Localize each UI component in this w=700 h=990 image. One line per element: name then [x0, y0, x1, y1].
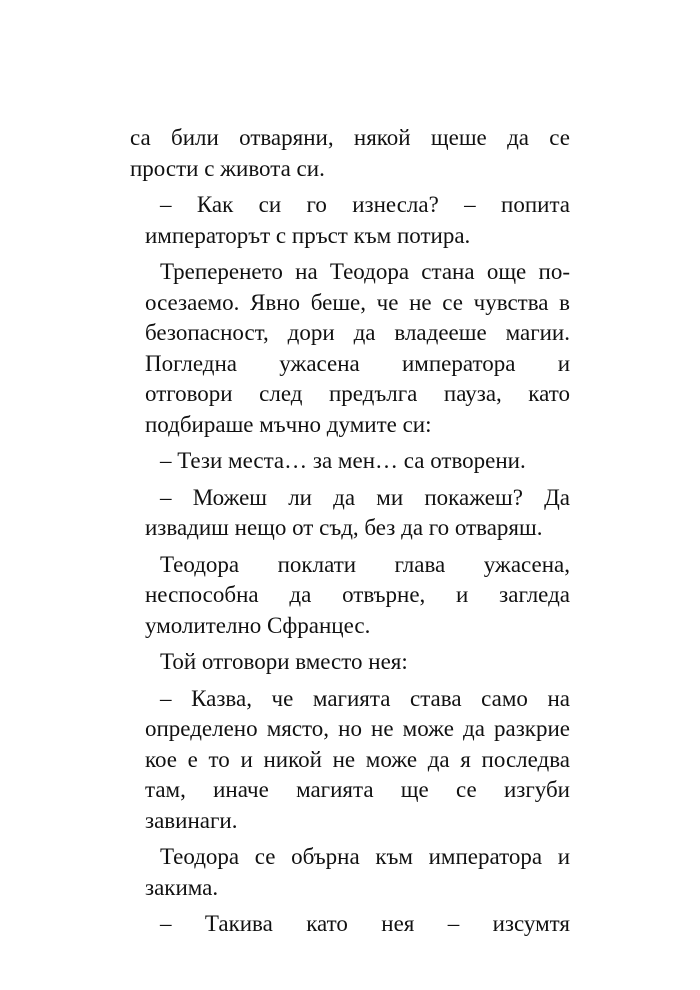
- text-line: прости с живота си.: [130, 155, 325, 181]
- paragraph: [130, 446, 570, 477]
- book-page-text: [130, 123, 570, 946]
- paragraph: [130, 483, 570, 544]
- text-line: Погледна ужасена императора и: [145, 350, 570, 376]
- text-line: – Такива като нея – изсумтя: [160, 911, 570, 936]
- text-line: са били отваряни, някой щеше да се: [130, 125, 570, 150]
- paragraph: [130, 123, 570, 184]
- text-line: Той отговори вместо нея:: [160, 649, 408, 674]
- text-line: определено място, но не може да разкрие: [145, 716, 570, 741]
- paragraph: [130, 684, 570, 837]
- text-line: завинаги.: [145, 807, 238, 833]
- text-line: отговори след предълга пауза, като: [145, 381, 570, 406]
- text-line: умолително Сфранцес.: [145, 612, 371, 638]
- paragraph: [130, 190, 570, 251]
- text-line: – Тези места… за мен… са отворени.: [160, 448, 526, 473]
- text-line: – Можеш ли да ми покажеш? Да: [160, 484, 570, 510]
- text-line: неспособна да отвърне, и загледа: [145, 582, 570, 607]
- text-line: императорът с пръст към потира.: [145, 222, 471, 248]
- paragraph: [130, 257, 570, 440]
- text-line: подбираше мъчно думите си:: [145, 411, 432, 437]
- paragraph: [130, 647, 570, 678]
- text-line: осезаемо. Явно беше, че не се чувства в: [145, 289, 570, 315]
- text-line: закима.: [145, 874, 219, 900]
- text-line: Треперенето на Теодора стана още по-: [160, 259, 570, 284]
- paragraph: [130, 842, 570, 903]
- text-line: там, иначе магията ще се изгуби: [145, 777, 570, 802]
- paragraph: [130, 550, 570, 642]
- text-line: извадиш нещо от съд, без да го отваряш.: [145, 515, 543, 540]
- text-line: безопасност, дори да владееше магии.: [145, 320, 570, 345]
- text-line: Теодора се обърна към императора и: [160, 844, 570, 869]
- paragraph: [130, 909, 570, 940]
- text-line: кое е то и никой не може да я последва: [145, 746, 570, 772]
- text-line: – Казва, че магията става само на: [160, 685, 570, 711]
- text-line: – Как си го изнесла? – попита: [160, 192, 570, 217]
- text-line: Теодора поклати глава ужасена,: [160, 551, 570, 577]
